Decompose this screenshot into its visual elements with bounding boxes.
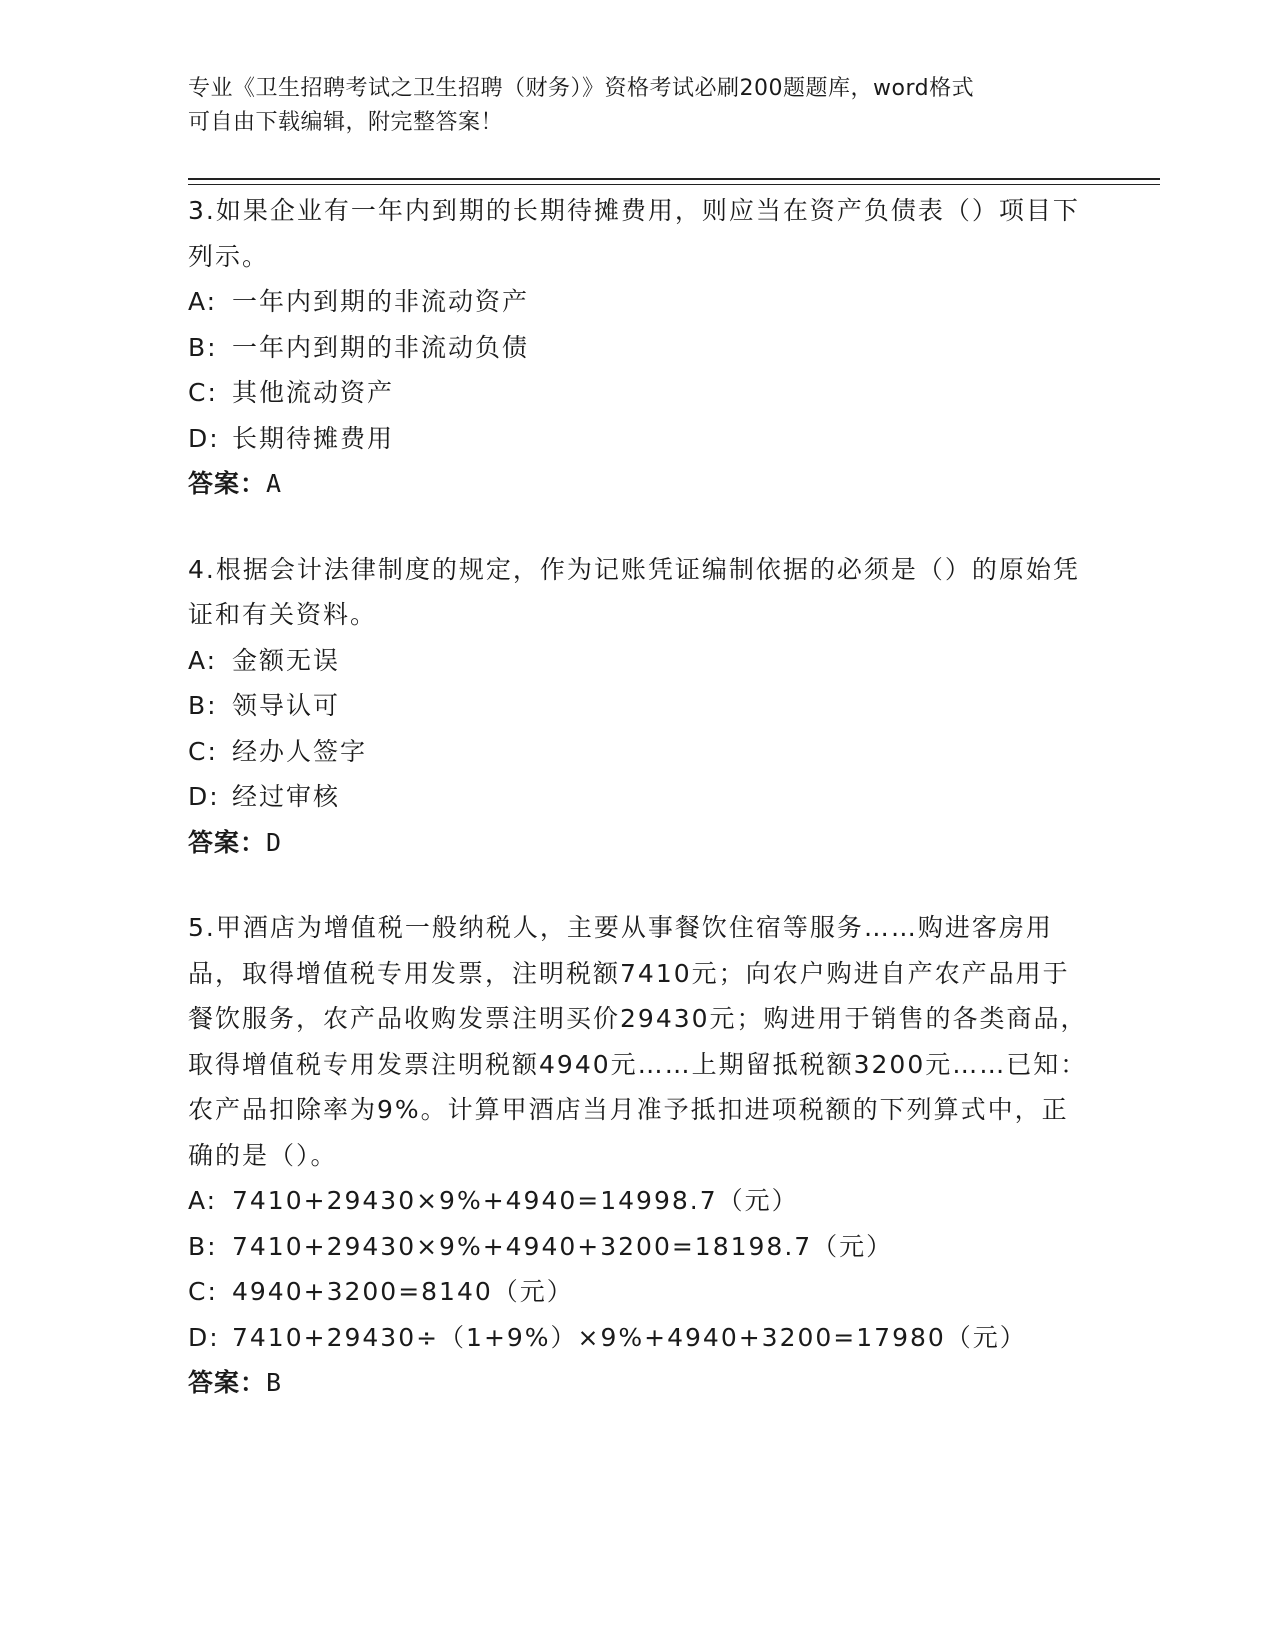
option-text: 经过审核	[232, 782, 341, 811]
option-a	[188, 1178, 1088, 1224]
answer-label: 答案：	[188, 827, 267, 857]
option-d	[188, 1315, 1088, 1361]
answer-line	[188, 1360, 1088, 1406]
option-text: 一年内到期的非流动负债	[232, 332, 530, 362]
option-text: 长期待摊费用	[232, 423, 395, 453]
option-b	[188, 325, 1088, 371]
option-d	[188, 774, 1088, 820]
answer-line	[188, 461, 1088, 507]
option-text: 7410+29430×9%+4940+3200=18198.7（元）	[232, 1231, 894, 1261]
question-3	[188, 188, 1088, 507]
option-text: 7410+29430×9%+4940=14998.7（元）	[232, 1186, 799, 1215]
option-letter: D:	[188, 782, 220, 811]
option-text: 4940+3200=8140（元）	[232, 1277, 574, 1306]
header-line-1: 专业《卫生招聘考试之卫生招聘（财务）》资格考试必刷200题题库，word格式	[188, 76, 975, 101]
answer-value: D	[266, 827, 283, 857]
answer-value: A	[266, 469, 283, 498]
option-a	[188, 638, 1088, 684]
answer-value: B	[266, 1368, 283, 1397]
option-text: 其他流动资产	[232, 378, 395, 407]
question-5	[188, 905, 1088, 1406]
question-stem: 4.根据会计法律制度的规定，作为记账凭证编制依据的必须是（）的原始凭证和有关资料。	[188, 554, 1080, 629]
option-c	[188, 1269, 1088, 1315]
option-d	[188, 416, 1088, 462]
option-letter: A:	[188, 645, 218, 675]
option-letter: C:	[188, 1277, 218, 1306]
option-b	[188, 1224, 1088, 1270]
answer-line	[188, 820, 1088, 866]
option-letter: B:	[188, 1231, 218, 1261]
option-c	[188, 729, 1088, 775]
option-letter: C:	[188, 378, 218, 407]
option-letter: C:	[188, 736, 218, 766]
option-text: 领导认可	[232, 691, 341, 720]
option-a	[188, 279, 1088, 325]
option-letter: A:	[188, 287, 218, 316]
option-letter: D:	[188, 423, 220, 453]
option-text: 7410+29430÷（1+9%）×9%+4940+3200=17980（元）	[232, 1322, 1027, 1352]
document-header	[188, 72, 1088, 140]
question-stem: 3.如果企业有一年内到期的长期待摊费用，则应当在资产负债表（）项目下列示。	[188, 196, 1080, 271]
option-text: 经办人签字	[232, 736, 368, 766]
header-line-2: 可自由下载编辑，附完整答案！	[188, 110, 504, 135]
option-letter: A:	[188, 1186, 218, 1215]
option-text: 金额无误	[232, 645, 341, 675]
header-rule-thin	[188, 184, 1160, 185]
answer-label: 答案：	[188, 469, 267, 498]
option-letter: D:	[188, 1322, 220, 1352]
option-b	[188, 683, 1088, 729]
option-text: 一年内到期的非流动资产	[232, 287, 530, 316]
question-4	[188, 547, 1088, 866]
option-letter: B:	[188, 332, 218, 362]
answer-label: 答案：	[188, 1368, 267, 1397]
option-c	[188, 370, 1088, 416]
header-rule-thick	[188, 178, 1160, 180]
question-list	[188, 188, 1088, 1406]
option-letter: B:	[188, 691, 218, 720]
question-stem: 5.甲酒店为增值税一般纳税人，主要从事餐饮住宿等服务……购进客房用品，取得增值税专用发票，注明税额7410元；向农户购进自产农产品用于餐饮服务，农产品收购发票注明买价29430元；购进用于销售的各类商品，取得增值税专用发票注明税额4940元……上期留抵税额3200元……已知：农产品扣除率为9%。计算甲酒店当月准予抵扣进项税额的下列算式中，正确的是（）。	[188, 913, 1088, 1170]
